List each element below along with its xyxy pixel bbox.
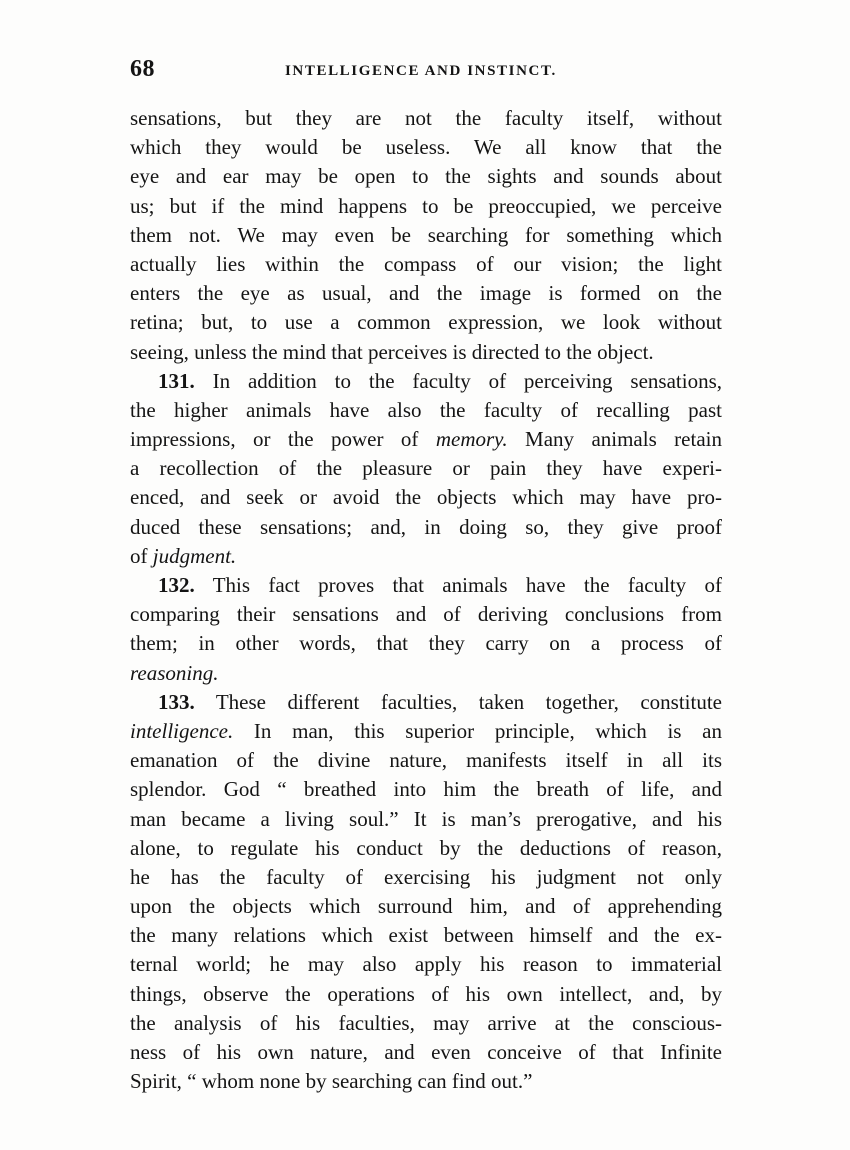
- text-line: [130, 454, 722, 483]
- text-run: the analysis of his faculties, may arrive at the conscious-: [130, 1010, 722, 1035]
- text-line: [130, 425, 722, 454]
- text-line: [130, 834, 722, 863]
- page-number: 68: [130, 56, 155, 82]
- text-line: [130, 513, 722, 542]
- text-line: [130, 892, 722, 921]
- italic-term: reasoning.: [130, 660, 219, 685]
- text-run: emanation of the divine nature, manifests itself in all its: [130, 748, 722, 773]
- italic-term: judgment.: [152, 543, 237, 568]
- text-line: [130, 396, 722, 425]
- italic-term: memory.: [435, 427, 508, 452]
- text-run: a recollection of the pleasure or pain they have experi-: [130, 456, 722, 481]
- text-line: [130, 250, 722, 279]
- text-line: [130, 805, 722, 834]
- body-text: [130, 104, 722, 1096]
- text-line: [130, 863, 722, 892]
- page-header: [130, 56, 722, 86]
- text-run: ternal world; he may also apply his reason to immaterial: [130, 952, 722, 977]
- text-line: [130, 338, 722, 367]
- text-run: the many relations which exist between himself and the ex-: [130, 923, 722, 948]
- text-run: things, observe the operations of his own intellect, and, by: [130, 981, 722, 1006]
- text-run: ness of his own nature, and even conceive of that Infinite: [130, 1040, 722, 1064]
- text-run: splendor. God “ breathed into him the breath of life, and: [130, 777, 722, 802]
- text-run: of: [130, 543, 153, 568]
- running-head: INTELLIGENCE AND INSTINCT.: [285, 63, 557, 79]
- text-line: [130, 600, 722, 629]
- text-line: [130, 308, 722, 337]
- text-line: [130, 104, 722, 133]
- text-line: [130, 775, 722, 804]
- text-line: [130, 950, 722, 979]
- text-line: [130, 542, 722, 571]
- text-line: [130, 659, 722, 688]
- text-line: [130, 688, 722, 717]
- text-run: man became a living soul.” It is man’s prerogative, and his: [130, 806, 722, 831]
- text-line: [130, 571, 722, 600]
- text-line: [130, 221, 722, 250]
- text-run: impressions, or the power of: [130, 427, 436, 452]
- text-run: In man, this superior principle, which is an: [233, 718, 722, 743]
- text-line: [130, 483, 722, 512]
- text-line: [130, 162, 722, 191]
- text-run: retina; but, to use a common expression, we look without: [130, 310, 722, 335]
- text-run: This fact proves that animals have the faculty of: [194, 573, 722, 597]
- text-run: eye and ear may be open to the sights and sounds about: [130, 164, 722, 189]
- text-line: [130, 192, 722, 221]
- text-line: [130, 133, 722, 162]
- text-run: These different faculties, taken together, constitute: [194, 689, 722, 714]
- text-run: sensations, but they are not the faculty itself, without: [130, 106, 722, 130]
- text-run: actually lies within the compass of our vision; the light: [130, 251, 722, 276]
- text-run: Spirit, “ whom none by searching can find out.”: [130, 1069, 533, 1094]
- paragraph-number: 132.: [158, 573, 195, 597]
- text-run: us; but if the mind happens to be preoccupied, we perceive: [130, 193, 722, 218]
- paragraph-number: 133.: [158, 689, 195, 714]
- text-line: [130, 1067, 722, 1096]
- text-run: In addition to the faculty of perceiving sensations,: [194, 368, 722, 393]
- text-run: comparing their sensations and of deriving conclusions from: [130, 602, 722, 627]
- text-line: [130, 746, 722, 775]
- text-run: he has the faculty of exercising his judgment not only: [130, 864, 722, 889]
- text-line: [130, 629, 722, 658]
- text-line: [130, 717, 722, 746]
- text-line: [130, 367, 722, 396]
- text-line: [130, 921, 722, 950]
- text-run: them; in other words, that they carry on a process of: [130, 631, 722, 656]
- text-run: duced these sensations; and, in doing so, they give proof: [130, 514, 722, 539]
- text-run: the higher animals have also the faculty of recalling past: [130, 397, 722, 422]
- text-line: [130, 279, 722, 308]
- paragraph-number: 131.: [158, 368, 195, 393]
- text-run: which they would be useless. We all know that the: [130, 135, 722, 160]
- text-run: upon the objects which surround him, and of apprehending: [130, 894, 722, 919]
- text-run: enters the eye as usual, and the image is formed on the: [130, 281, 722, 306]
- text-run: them not. We may even be searching for something which: [130, 222, 722, 247]
- text-run: seeing, unless the mind that perceives is directed to the object.: [130, 339, 654, 364]
- text-run: alone, to regulate his conduct by the deductions of reason,: [130, 835, 722, 860]
- text-line: [130, 1009, 722, 1038]
- text-line: [130, 1038, 722, 1067]
- italic-term: intelligence.: [130, 718, 234, 743]
- text-run: Many animals retain: [507, 427, 722, 452]
- text-run: enced, and seek or avoid the objects which may have pro-: [130, 485, 722, 510]
- text-line: [130, 980, 722, 1009]
